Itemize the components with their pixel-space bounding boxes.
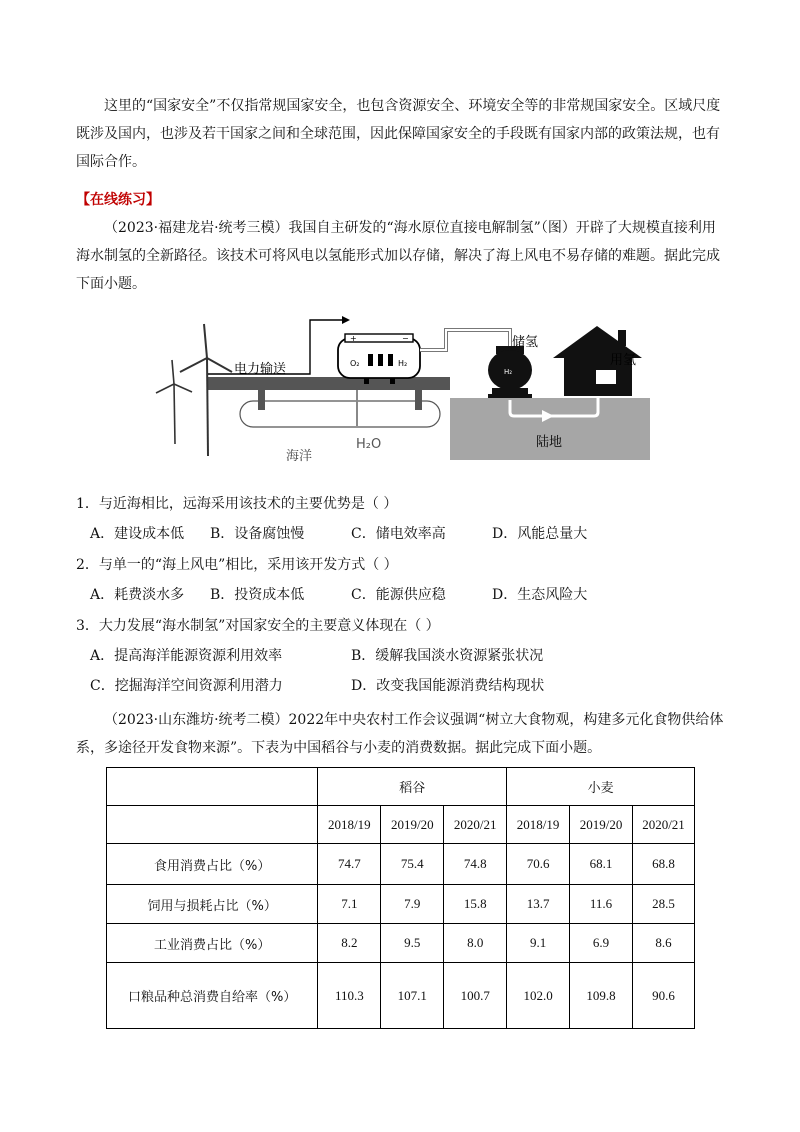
power-label: 电力输送 — [234, 362, 287, 377]
table-cell: 70.6 — [507, 844, 570, 885]
water-label: H₂O — [356, 437, 382, 452]
table-cell: 13.7 — [507, 885, 570, 924]
table-cell: 8.6 — [633, 924, 695, 963]
table-cell: 15.8 — [444, 885, 507, 924]
land-block — [450, 398, 650, 460]
q2-option-a[interactable]: A．耗费淡水多 — [90, 587, 185, 603]
question-1: 1．与近海相比，远海采用该技术的主要优势是（ ） — [76, 496, 398, 512]
table-corner-cell — [107, 768, 318, 806]
table-cell: 28.5 — [633, 885, 695, 924]
table-cell: 11.6 — [570, 885, 633, 924]
ocean-tank — [240, 401, 440, 427]
table-group-header-row — [107, 768, 695, 806]
table-cell: 9.5 — [381, 924, 444, 963]
q1-option-a[interactable]: A．建设成本低 — [90, 526, 185, 542]
year-header: 2020/21 — [633, 806, 695, 844]
table-cell: 8.2 — [318, 924, 381, 963]
q3-option-c[interactable]: C．挖掘海洋空间资源利用潜力 — [90, 678, 283, 694]
table-cell: 74.8 — [444, 844, 507, 885]
table-cell: 100.7 — [444, 963, 507, 1029]
table-row — [107, 963, 695, 1029]
minus-label: − — [402, 334, 409, 343]
consumption-table — [106, 767, 695, 1029]
table-cell: 74.7 — [318, 844, 381, 885]
q1-option-d[interactable]: D．风能总量大 — [492, 526, 588, 542]
intro-paragraph: 这里的“国家安全”不仅指常规国家安全，也包含资源安全、环境安全等的非常规国家安全。区域尺度既涉及国内，也涉及若干国家之间和全球范围，因此保障国家安全的手段既有国家内部的政策法规，也有国际合作。 — [76, 98, 721, 170]
table-cell: 75.4 — [381, 844, 444, 885]
table-row — [107, 844, 695, 885]
table-year-header-row — [107, 806, 695, 844]
q2-option-c[interactable]: C．能源供应稳 — [351, 587, 446, 603]
table-cell: 6.9 — [570, 924, 633, 963]
table-cell: 68.1 — [570, 844, 633, 885]
table-cell: 102.0 — [507, 963, 570, 1029]
table-cell: 110.3 — [318, 963, 381, 1029]
table-row — [107, 885, 695, 924]
q1-option-c[interactable]: C．储电效率高 — [351, 526, 446, 542]
q3-option-a[interactable]: A．提高海洋能源资源利用效率 — [90, 648, 283, 664]
table-cell: 68.8 — [633, 844, 695, 885]
table-cell: 7.9 — [381, 885, 444, 924]
platform-deck — [208, 377, 450, 390]
land-label: 陆地 — [536, 435, 563, 450]
use-label: 用氢 — [610, 353, 637, 368]
row-label: 饲用与损耗占比（%） — [107, 885, 318, 924]
o2-label: O₂ — [350, 359, 360, 368]
h2-label: H₂ — [398, 359, 408, 368]
table-cell: 8.0 — [444, 924, 507, 963]
q1-option-b[interactable]: B．设备腐蚀慢 — [210, 526, 305, 542]
section-header: 【在线练习】 — [76, 192, 160, 208]
table-cell: 9.1 — [507, 924, 570, 963]
year-header: 2018/19 — [507, 806, 570, 844]
hydrogen-diagram — [150, 316, 650, 472]
table-cell: 109.8 — [570, 963, 633, 1029]
plus-label: + — [350, 334, 357, 343]
table-row — [107, 924, 695, 963]
year-header: 2019/20 — [381, 806, 444, 844]
tank-label: H₂ — [504, 368, 513, 376]
q3-option-b[interactable]: B．缓解我国淡水资源紧张状况 — [351, 648, 544, 664]
q3-option-d[interactable]: D．改变我国能源消费结构现状 — [351, 678, 545, 694]
table-cell: 7.1 — [318, 885, 381, 924]
question-3: 3．大力发展“海水制氢”对国家安全的主要意义体现在（ ） — [76, 618, 440, 634]
group-header-rice: 稻谷 — [318, 768, 507, 806]
storage-label: 储氢 — [512, 335, 539, 350]
q2-option-d[interactable]: D．生态风险大 — [492, 587, 588, 603]
table-corner-cell-2 — [107, 806, 318, 844]
q2-option-b[interactable]: B．投资成本低 — [210, 587, 305, 603]
table-cell: 107.1 — [381, 963, 444, 1029]
question-2: 2．与单一的“海上风电”相比，采用该开发方式（ ） — [76, 557, 398, 573]
row-label: 口粮品种总消费自给率（%） — [107, 963, 318, 1029]
group-header-wheat: 小麦 — [507, 768, 695, 806]
row-label: 工业消费占比（%） — [107, 924, 318, 963]
group1-intro: （2023·福建龙岩·统考三模）我国自主研发的“海水原位直接电解制氢”（图）开辟了大规模直接利用海水制氢的全新路径。该技术可将风电以氢能形式加以存储，解决了海上风电不易存储的难题。据此完成下面小题。 — [76, 220, 720, 292]
group2-intro: （2023·山东潍坊·统考二模）2022年中央农村工作会议强调“树立大食物观，构建多元化食物供给体系，多途径开发食物来源”。下表为中国稻谷与小麦的消费数据。据此完成下面小题。 — [76, 712, 724, 756]
ocean-label: 海洋 — [286, 449, 313, 464]
year-header: 2018/19 — [318, 806, 381, 844]
wind-turbine-small-icon — [156, 360, 192, 444]
year-header: 2019/20 — [570, 806, 633, 844]
table-cell: 90.6 — [633, 963, 695, 1029]
row-label: 食用消费占比（%） — [107, 844, 318, 885]
year-header: 2020/21 — [444, 806, 507, 844]
